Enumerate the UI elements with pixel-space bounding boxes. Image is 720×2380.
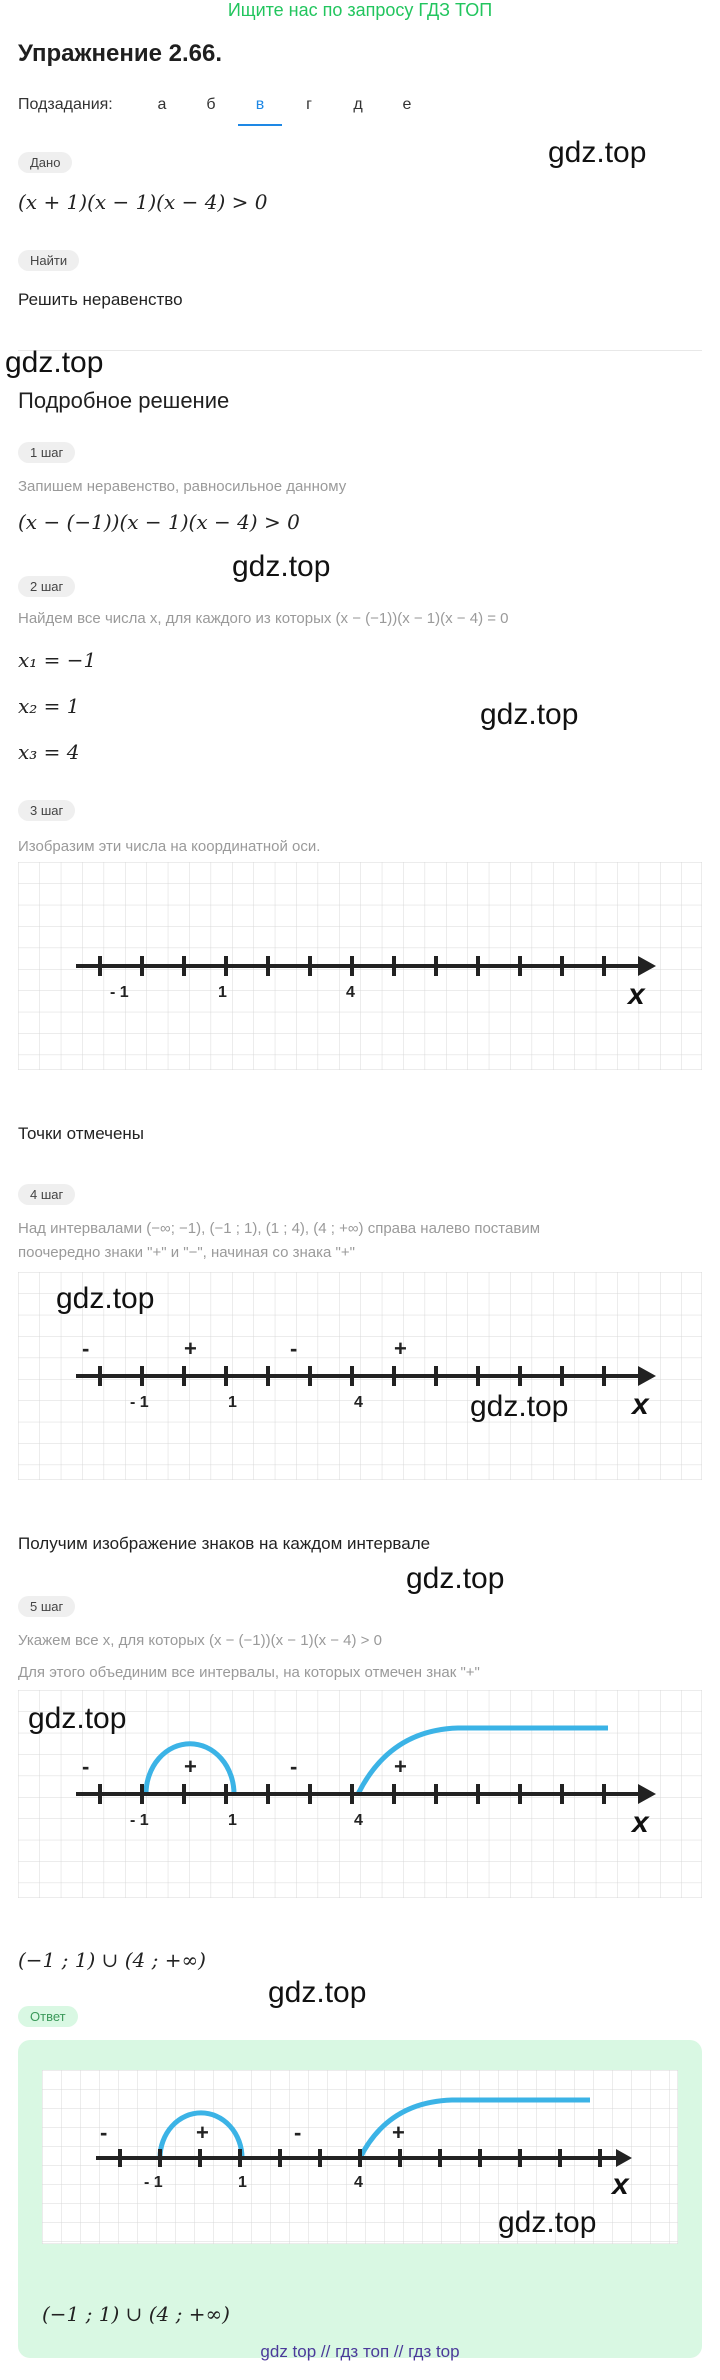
active-tab-indicator	[238, 124, 282, 126]
watermark: gdz.top	[28, 1702, 127, 1735]
sign-label: -	[290, 1754, 298, 1779]
tick-label: 1	[238, 2174, 247, 2191]
sign-label: -	[82, 1336, 90, 1361]
sign-label: +	[196, 2120, 209, 2145]
root: x₁ = −1	[18, 648, 97, 672]
watermark: gdz.top	[5, 346, 104, 379]
sign-label: +	[184, 1336, 197, 1361]
find-text: Решить неравенство	[18, 290, 183, 309]
footer-links[interactable]: gdz top // гдз топ // гдз top	[260, 2342, 460, 2361]
step-pill: 1 шаг	[18, 442, 75, 463]
tick-label: 4	[354, 1812, 363, 1829]
answer-pill: Ответ	[18, 2006, 78, 2027]
tab-d[interactable]: д	[353, 96, 363, 113]
step-text: Над интервалами (−∞; −1), (−1 ; 1), (1 ; 4), (4 ; +∞) справа налево поставим	[18, 1220, 541, 1237]
sign-label: -	[294, 2120, 302, 2145]
watermark: gdz.top	[406, 1562, 505, 1595]
step-text: Укажем все x, для которых (x − (−1))(x − 1)(x − 4) > 0	[18, 1632, 382, 1649]
page-title: Упражнение 2.66.	[18, 40, 223, 67]
solution-title: Подробное решение	[18, 388, 230, 413]
given-pill: Дано	[18, 152, 72, 173]
sign-label: -	[82, 1754, 90, 1779]
divider	[18, 350, 702, 351]
tab-g[interactable]: г	[306, 96, 312, 113]
step-expression: (x − (−1))(x − 1)(x − 4) > 0	[18, 510, 300, 534]
sign-label: +	[394, 1336, 407, 1361]
axis-x-label: x	[612, 2168, 629, 2201]
tick-label: - 1	[110, 984, 129, 1001]
watermark: gdz.top	[548, 136, 647, 169]
tick-label: 4	[354, 2174, 363, 2191]
tab-a[interactable]: а	[157, 96, 167, 113]
sign-label: +	[394, 1754, 407, 1779]
step-note: Получим изображение знаков на каждом интервале	[18, 1534, 431, 1553]
tick-label: 4	[354, 1394, 363, 1411]
tick-label: 1	[228, 1394, 237, 1411]
step-pill: 5 шаг	[18, 1596, 75, 1617]
root: x₃ = 4	[18, 740, 80, 764]
axis-x-label: x	[632, 1388, 649, 1421]
watermark: gdz.top	[56, 1282, 155, 1315]
step-pill: 4 шаг	[18, 1184, 75, 1205]
step-text: Изобразим эти числа на координатной оси.	[18, 838, 321, 855]
axis-x-label: x	[628, 978, 645, 1011]
step-text: Найдем все числа x, для каждого из которых (x − (−1))(x − 1)(x − 4) = 0	[18, 610, 509, 627]
given-expression: (x + 1)(x − 1)(x − 4) > 0	[18, 190, 268, 214]
sign-label: +	[184, 1754, 197, 1779]
step-text-2: поочередно знаки "+" и "−", начиная со знака "+"	[18, 1244, 355, 1261]
axis-x-label: x	[632, 1806, 649, 1839]
sign-label: -	[100, 2120, 108, 2145]
step-note: Точки отмечены	[18, 1124, 145, 1143]
tick-label: 4	[346, 984, 355, 1001]
sign-label: +	[392, 2120, 405, 2145]
tick-label: - 1	[144, 2174, 163, 2191]
search-banner[interactable]: Ищите нас по запросу ГДЗ ТОП	[227, 0, 493, 20]
watermark: gdz.top	[232, 550, 331, 583]
tick-label: 1	[228, 1812, 237, 1829]
step-result: (−1 ; 1) ∪ (4 ; +∞)	[18, 1948, 206, 1972]
step-pill: 3 шаг	[18, 800, 75, 821]
step-text-2: Для этого объединим все интервалы, на которых отмечен знак "+"	[18, 1664, 480, 1681]
find-pill: Найти	[18, 250, 79, 271]
answer-expression: (−1 ; 1) ∪ (4 ; +∞)	[42, 2302, 230, 2326]
watermark: gdz.top	[268, 1976, 367, 2009]
tick-label: - 1	[130, 1394, 149, 1411]
step-pill: 2 шаг	[18, 576, 75, 597]
watermark: gdz.top	[498, 2206, 597, 2239]
step-text: Запишем неравенство, равносильное данному	[18, 478, 347, 495]
tick-label: 1	[218, 984, 227, 1001]
tab-v[interactable]: в	[255, 96, 265, 113]
number-line-figure	[18, 862, 702, 1070]
tick-label: - 1	[130, 1812, 149, 1829]
tab-e[interactable]: е	[402, 96, 412, 113]
sign-label: -	[290, 1336, 298, 1361]
subtasks-label: Подзадания:	[18, 96, 113, 113]
watermark: gdz.top	[480, 698, 579, 731]
watermark: gdz.top	[470, 1390, 569, 1423]
tab-b[interactable]: б	[206, 96, 216, 113]
root: x₂ = 1	[18, 694, 80, 718]
